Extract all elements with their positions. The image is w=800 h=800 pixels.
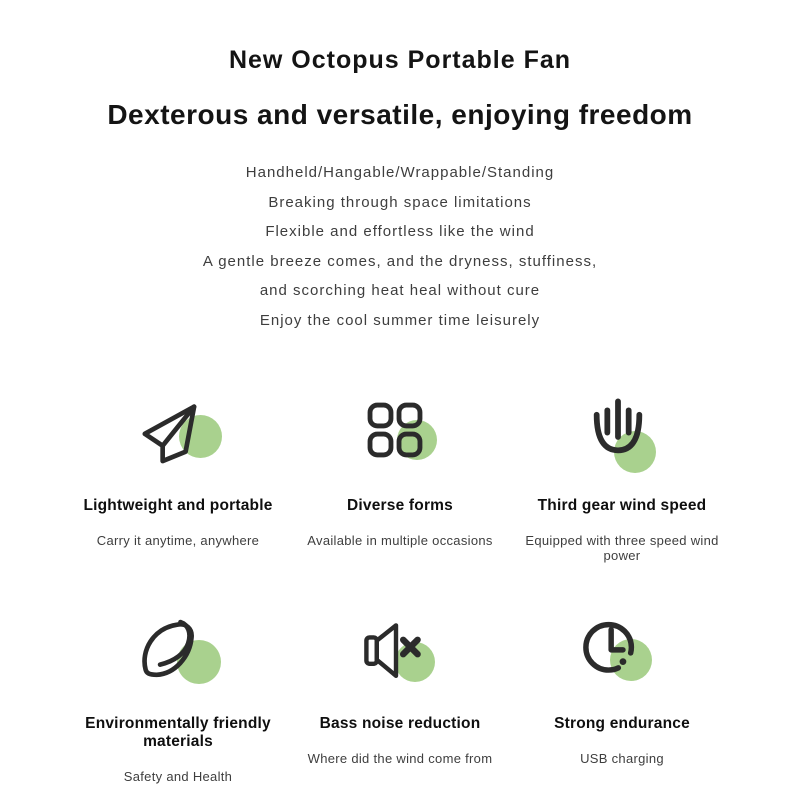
icon-wrap	[350, 391, 450, 483]
icon-wrap	[350, 609, 450, 701]
description-line: Enjoy the cool summer time leisurely	[259, 311, 541, 329]
feature-subtitle: USB charging	[580, 751, 664, 766]
feature-subtitle: Equipped with three speed wind power	[525, 533, 719, 563]
feature-title: Bass noise reduction	[319, 715, 481, 732]
icon-wrap	[572, 609, 672, 701]
feature-title: Lightweight and portable	[83, 497, 273, 514]
wind-speed-icon	[586, 397, 650, 461]
feature-subtitle: Safety and Health	[123, 769, 233, 784]
description-line: Flexible and effortless like the wind	[265, 223, 535, 240]
clock-icon	[580, 617, 644, 681]
icon-wrap	[572, 391, 672, 483]
feature-wind-speed	[514, 391, 730, 563]
feature-eco-materials	[70, 609, 286, 784]
icon-wrap	[128, 391, 228, 483]
four-squares-icon	[366, 401, 424, 459]
feature-diverse-forms	[292, 391, 508, 563]
muted-speaker-icon	[360, 619, 424, 683]
feature-title: Strong endurance	[554, 715, 690, 732]
icon-wrap	[128, 609, 228, 701]
feature-noise-reduction	[292, 609, 508, 784]
feature-title: Third gear wind speed	[537, 497, 707, 514]
feature-subtitle: Where did the wind come from	[307, 751, 493, 766]
description-line: Breaking through space limitations	[268, 193, 532, 211]
page-title: New Octopus Portable Fan	[228, 46, 572, 74]
description-line: Handheld/Hangable/Wrappable/Standing	[245, 164, 555, 181]
feature-title: Diverse forms	[347, 497, 453, 514]
description-block	[0, 158, 800, 335]
feature-title: Environmentally friendly materials	[85, 715, 271, 750]
feature-grid	[70, 391, 730, 784]
tagline: Dexterous and versatile, enjoying freedom	[107, 99, 693, 130]
feature-subtitle: Carry it anytime, anywhere	[96, 533, 260, 548]
header	[0, 0, 800, 131]
leaf-icon	[138, 617, 206, 685]
feature-lightweight-portable	[70, 391, 286, 563]
description-line: A gentle breeze comes, and the dryness, stuffiness,	[202, 252, 598, 270]
feature-subtitle: Available in multiple occasions	[307, 533, 493, 548]
description-line: and scorching heat heal without cure	[259, 282, 541, 299]
feature-endurance	[514, 609, 730, 784]
paper-plane-icon	[138, 399, 206, 467]
